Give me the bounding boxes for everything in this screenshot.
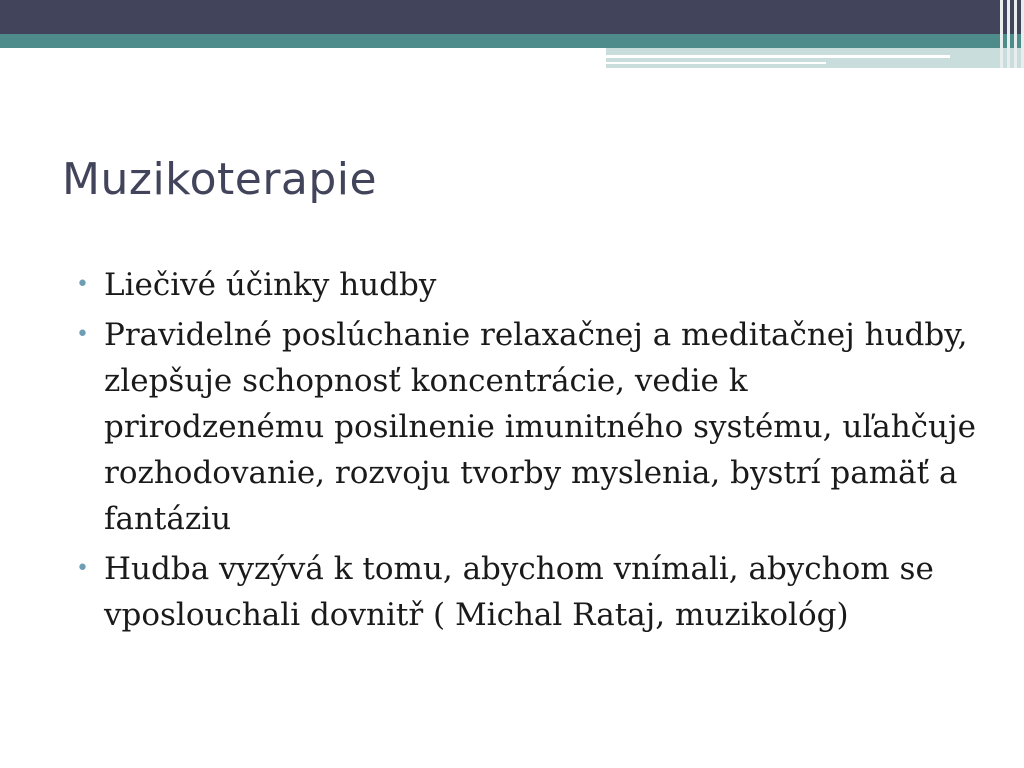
stripe [1014,0,1017,68]
bullet-list [76,262,976,642]
header-bar-teal [0,34,1024,48]
bullet-icon: • [76,322,89,347]
header-stripes [992,0,1024,68]
bullet-item [76,546,976,638]
header-bar-light [606,48,1024,68]
stripe [1007,0,1010,68]
bullet-item [76,312,976,542]
bullet-text: Hudba vyzývá k tomu, abychom vnímali, abychom se vposlouchali dovnitř ( Michal Rataj, muzikológ) [104,551,934,633]
slide-title: Muzikoterapie [62,154,378,205]
bullet-icon: • [76,272,89,297]
bullet-icon: • [76,556,89,581]
stripe [1000,0,1003,68]
bullet-item [76,262,976,308]
header-line [606,62,826,64]
header-line [606,55,950,58]
bullet-text: Pravidelné poslúchanie relaxačnej a meditačnej hudby, zlepšuje schopnosť koncentrácie, vedie k prirodzenému posilnenie imunitného systému, uľahčuje rozhodovanie, rozvoju tvorby myslenia, bystrí pamäť a fantáziu [104,317,976,537]
header-bar-dark [0,0,1024,34]
bullet-text: Liečivé účinky hudby [104,267,437,303]
